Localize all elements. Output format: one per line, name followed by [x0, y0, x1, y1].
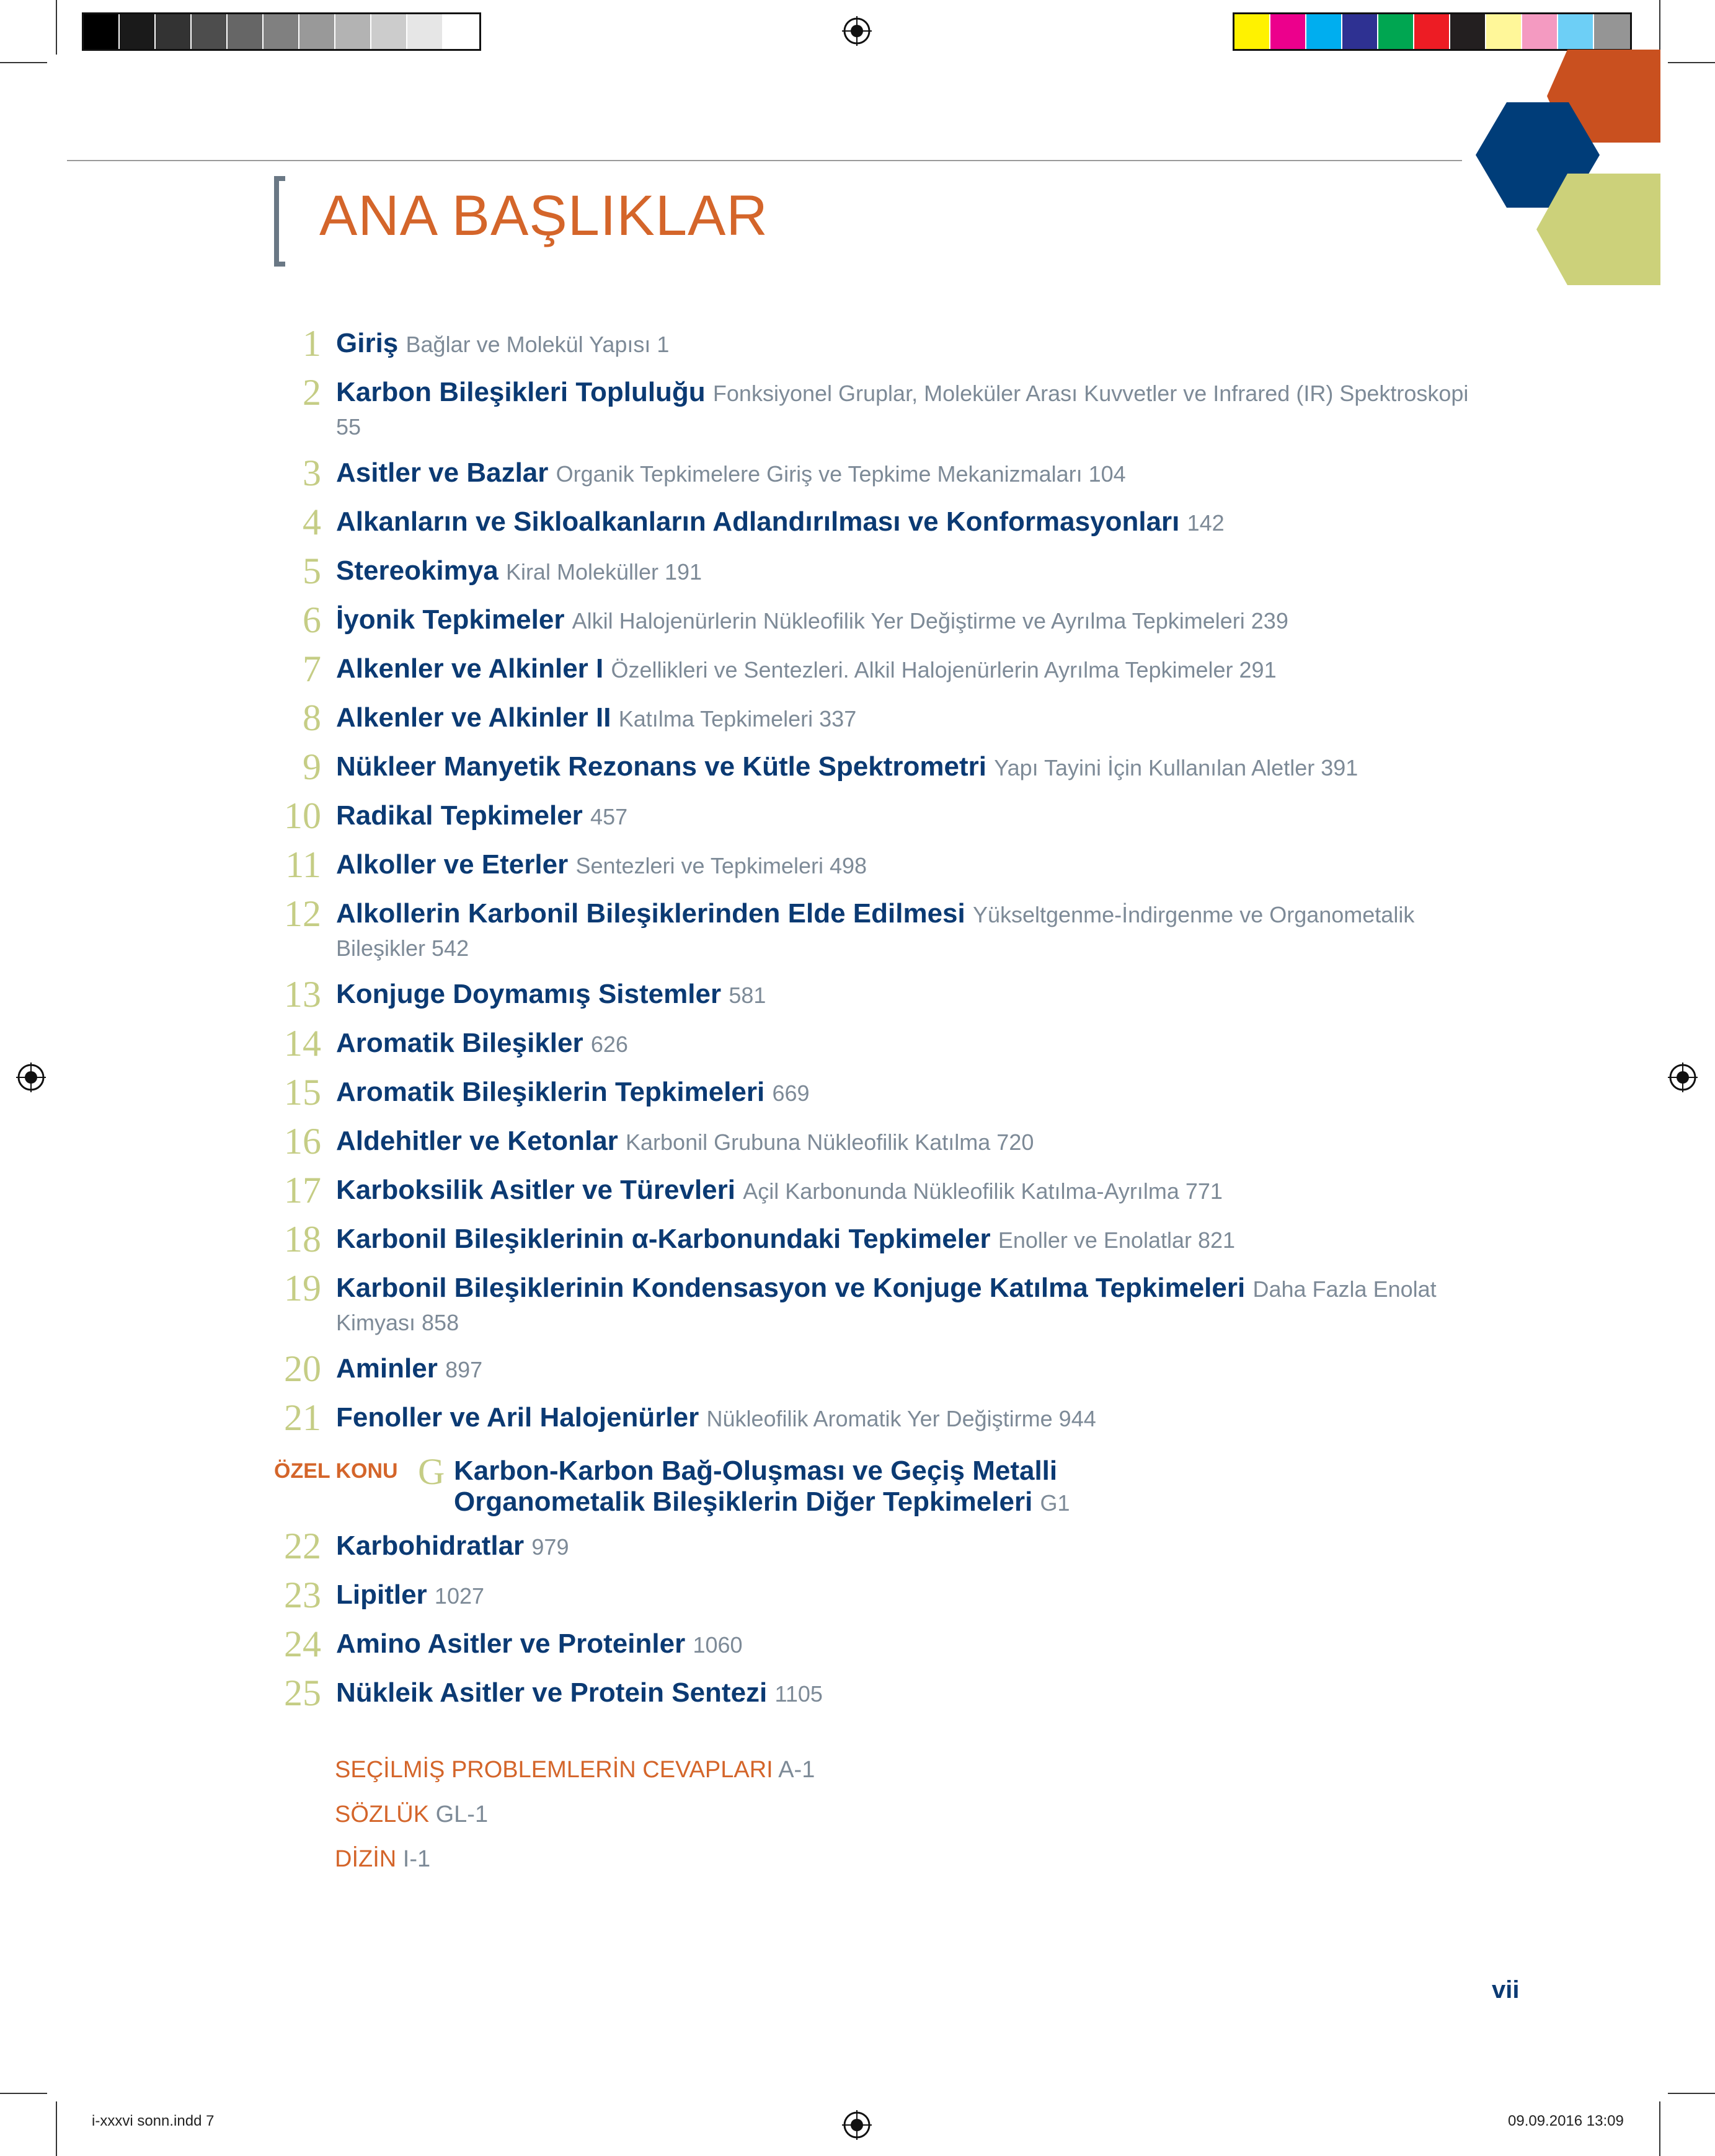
chapter-number: 13 [284, 974, 321, 1015]
chapter-number: 8 [303, 697, 321, 738]
chapter-title: Alkenler ve Alkinler II [336, 702, 611, 733]
chapter-number: 10 [284, 795, 321, 836]
crop-mark [1668, 2093, 1715, 2094]
appendix-answers[interactable] [335, 1757, 815, 1783]
chapter-title: Aromatik Bileşikler [336, 1028, 583, 1058]
crop-mark [56, 2101, 57, 2156]
chapter-subtitle: 979 [531, 1534, 569, 1560]
chapter-title: Amino Asitler ve Proteinler [336, 1628, 686, 1659]
chapter-title: Radikal Tepkimeler [336, 800, 583, 831]
header-rule [67, 160, 1462, 161]
appendix-label: DİZİN [335, 1846, 397, 1872]
cmyk-color-bar [1233, 12, 1632, 51]
chapter-title: Konjuge Doymamış Sistemler [336, 979, 722, 1009]
chapter-number: 20 [284, 1348, 321, 1389]
appendix-page: GL-1 [435, 1801, 489, 1827]
page-title: ANA BAŞLIKLAR [319, 184, 768, 247]
chapter-number: 24 [284, 1624, 321, 1664]
title-bracket [274, 176, 285, 267]
crop-mark [1659, 0, 1660, 55]
chapter-title: Karbohidratlar [336, 1531, 525, 1561]
chapter-subtitle-cont: 55 [336, 414, 361, 440]
chapter-title: Asitler ve Bazlar [336, 457, 549, 488]
chapter-subtitle: Organik Tepkimelere Giriş ve Tepkime Mekanizmaları 104 [556, 461, 1126, 487]
chapter-number: 11 [285, 844, 321, 885]
appendix-index[interactable] [335, 1846, 430, 1873]
chapter-number: 25 [284, 1672, 321, 1713]
footer-timestamp: 09.09.2016 13:09 [1508, 2113, 1624, 2129]
chapter-subtitle: 142 [1187, 510, 1225, 536]
crop-mark [0, 2093, 47, 2094]
registration-mark-icon [842, 16, 872, 46]
chapter-subtitle: 1105 [774, 1681, 823, 1707]
chapter-number: 15 [284, 1072, 321, 1113]
chapter-subtitle-cont: Kimyası 858 [336, 1310, 459, 1335]
crop-mark [1659, 2101, 1660, 2156]
chapter-title: Giriş [336, 328, 399, 358]
chapter-title: Alkenler ve Alkinler I [336, 653, 604, 684]
chapter-subtitle: 457 [590, 804, 628, 829]
chapter-subtitle: Nükleofilik Aromatik Yer Değiştirme 944 [706, 1406, 1096, 1431]
chapter-title: Nükleer Manyetik Rezonans ve Kütle Spektrometri [336, 751, 986, 782]
chapter-number: 7 [303, 648, 321, 689]
chapter-number: 19 [284, 1268, 321, 1309]
chapter-number: 3 [303, 453, 321, 493]
chapter-number: 2 [303, 372, 321, 413]
chapter-title: Karbon Bileşikleri Topluluğu [336, 377, 706, 407]
chapter-title: Karboksilik Asitler ve Türevleri [336, 1175, 735, 1205]
chapter-subtitle-cont: Bileşikler 542 [336, 935, 469, 961]
chapter-title: Stereokimya [336, 555, 499, 586]
appendix-page: I-1 [402, 1846, 431, 1872]
chapter-number: 1 [303, 323, 321, 364]
registration-mark-icon [16, 1063, 46, 1092]
special-topic-letter: G [418, 1451, 445, 1492]
crop-mark [1668, 62, 1715, 63]
special-topic-title-line1: Karbon-Karbon Bağ-Oluşması ve Geçiş Metalli [454, 1456, 1058, 1486]
chapter-number: 6 [303, 599, 321, 640]
chapter-subtitle: Katılma Tepkimeleri 337 [618, 706, 857, 731]
chapter-title: Karbonil Bileşiklerinin α-Karbonundaki Tepkimeler [336, 1224, 991, 1254]
registration-mark-icon [1668, 1063, 1698, 1092]
chapter-subtitle: Kiral Moleküller 191 [505, 559, 702, 585]
chapter-subtitle: 1060 [693, 1632, 743, 1658]
chapter-title: Aminler [336, 1353, 438, 1384]
special-topic-label: ÖZEL KONU [274, 1459, 398, 1483]
crop-mark [56, 0, 57, 55]
chapter-subtitle: Alkil Halojenürlerin Nükleofilik Yer Değiştirme ve Ayrılma Tepkimeleri 239 [572, 608, 1288, 634]
appendix-label: SEÇİLMİŞ PROBLEMLERİN CEVAPLARI [335, 1757, 773, 1783]
chapter-number: 23 [284, 1575, 321, 1615]
chapter-title: Alkanların ve Sikloalkanların Adlandırılması ve Konformasyonları [336, 506, 1180, 537]
grayscale-color-bar [82, 12, 481, 51]
chapter-title: İyonik Tepkimeler [336, 604, 565, 635]
crop-mark [0, 62, 47, 63]
chapter-subtitle: Bağlar ve Molekül Yapısı 1 [405, 332, 670, 357]
chapter-title: Aldehitler ve Ketonlar [336, 1126, 618, 1156]
chapter-subtitle: Sentezleri ve Tepkimeleri 498 [575, 853, 867, 878]
chapter-number: 17 [284, 1170, 321, 1211]
chapter-title: Fenoller ve Aril Halojenürler [336, 1402, 699, 1433]
chapter-title: Nükleik Asitler ve Protein Sentezi [336, 1677, 768, 1708]
chapter-number: 5 [303, 550, 321, 591]
special-topic-title-line2: Organometalik Bileşiklerin Diğer Tepkimeleri [454, 1487, 1033, 1517]
chapter-number: 16 [284, 1121, 321, 1162]
chapter-subtitle: Açil Karbonunda Nükleofilik Katılma-Ayrılma 771 [743, 1178, 1223, 1204]
footer-filename: i-xxxvi sonn.indd 7 [92, 2113, 215, 2129]
appendix-label: SÖZLÜK [335, 1801, 430, 1827]
chapter-title: Lipitler [336, 1579, 427, 1610]
chapter-number: 9 [303, 746, 321, 787]
chapter-subtitle: Yükseltgenme-İndirgenme ve Organometalik [972, 902, 1415, 927]
chapter-title: Aromatik Bileşiklerin Tepkimeleri [336, 1077, 765, 1107]
page-number: vii [1492, 1976, 1520, 2004]
appendix-page: A-1 [778, 1757, 815, 1783]
special-topic-page: G1 [1040, 1490, 1070, 1516]
chapter-title: Alkollerin Karbonil Bileşiklerinden Elde Edilmesi [336, 898, 965, 929]
chapter-subtitle: 669 [772, 1080, 810, 1106]
registration-mark-icon [842, 2110, 872, 2140]
chapter-subtitle: 581 [729, 983, 766, 1008]
appendix-glossary[interactable] [335, 1801, 488, 1828]
chapter-subtitle: Fonksiyonel Gruplar, Moleküler Arası Kuvvetler ve Infrared (IR) Spektroskopi [712, 381, 1469, 406]
hexagon-decoration [1457, 50, 1662, 291]
chapter-subtitle: 626 [590, 1032, 628, 1057]
chapter-subtitle: 1027 [434, 1583, 485, 1609]
chapter-number: 4 [303, 501, 321, 542]
chapter-number: 12 [284, 893, 321, 934]
chapter-subtitle: Enoller ve Enolatlar 821 [998, 1227, 1236, 1253]
chapter-subtitle: Yapı Tayini İçin Kullanılan Aletler 391 [994, 755, 1358, 780]
chapter-number: 18 [284, 1219, 321, 1260]
chapter-subtitle: 897 [445, 1357, 483, 1382]
chapter-subtitle: Daha Fazla Enolat [1252, 1276, 1437, 1302]
chapter-number: 14 [284, 1023, 321, 1064]
chapter-subtitle: Karbonil Grubuna Nükleofilik Katılma 720 [626, 1129, 1034, 1155]
chapter-number: 22 [284, 1526, 321, 1566]
chapter-title: Alkoller ve Eterler [336, 849, 569, 880]
chapter-subtitle: Özellikleri ve Sentezleri. Alkil Halojenürlerin Ayrılma Tepkimeler 291 [611, 657, 1277, 683]
chapter-title: Karbonil Bileşiklerinin Kondensasyon ve Konjuge Katılma Tepkimeleri [336, 1273, 1246, 1303]
chapter-number: 21 [284, 1397, 321, 1438]
